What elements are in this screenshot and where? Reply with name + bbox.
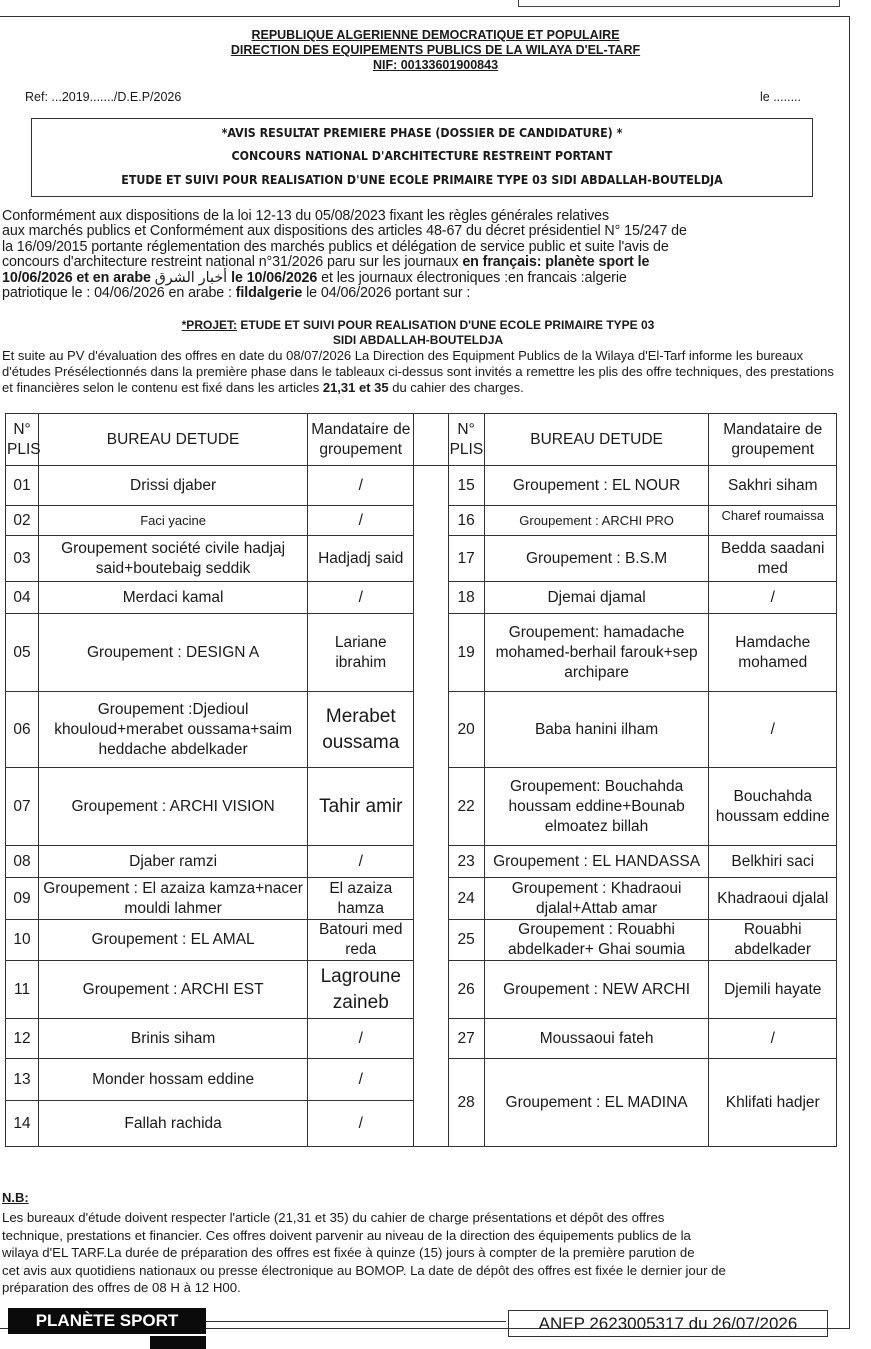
- plis-number: 14: [6, 1101, 39, 1147]
- mandataire-name: /: [308, 466, 414, 506]
- plis-number: 23: [448, 846, 484, 878]
- mandataire-name: /: [308, 846, 414, 878]
- mandataire-name: Bouchahda houssam eddine: [709, 768, 837, 846]
- mandataire-name: Belkhiri saci: [709, 846, 837, 878]
- bureau-name: Groupement : Rouabhi abdelkader+ Ghai soumia: [484, 920, 709, 961]
- mandataire-name: /: [709, 692, 837, 768]
- bureau-name: Groupement : El azaiza kamza+nacer mouldi lahmer: [39, 878, 308, 920]
- plis-number: 20: [448, 692, 484, 768]
- plis-number: 19: [448, 614, 484, 692]
- mandataire-name: Hadjadj said: [308, 536, 414, 582]
- plis-number: 08: [6, 846, 39, 878]
- bureau-name: Fallah rachida: [39, 1101, 308, 1147]
- header-bureau-left: BUREAU DETUDE: [39, 414, 308, 466]
- bureau-name: Groupement : Khadraoui djalal+Attab amar: [484, 878, 709, 920]
- spacer-cell: [414, 466, 448, 1147]
- header-mandataire-right: Mandataire de groupement: [709, 414, 837, 466]
- mandataire-name: Hamdache mohamed: [709, 614, 837, 692]
- bureau-name: Groupement : B.S.M: [484, 536, 709, 582]
- bureau-name: Moussaoui fateh: [484, 1019, 709, 1059]
- table-header-row: [6, 414, 837, 466]
- ref-date: le ........: [760, 90, 801, 104]
- ref-number: Ref: ...2019......./D.E.P/2026: [25, 90, 182, 104]
- mandataire-name: Charef roumaissa: [709, 506, 837, 536]
- bureau-name: Faci yacine: [39, 506, 308, 536]
- bureau-name: Groupement :Djedioul khouloud+merabet oussama+saim heddache abdelkader: [39, 692, 308, 768]
- avis-line-3: ETUDE ET SUIVI POUR REALISATION D'UNE ECOLE PRIMAIRE TYPE 03 SIDI ABDALLAH-BOUTELDJA: [121, 173, 723, 187]
- spacer-cell: [414, 414, 448, 466]
- plis-number: 25: [448, 920, 484, 961]
- mandataire-name: Lagroune zaineb: [308, 961, 414, 1019]
- mandataire-name: Djemili hayate: [709, 961, 837, 1019]
- header-republic: REPUBLIQUE ALGERIENNE DEMOCRATIQUE ET POPULAIRE: [251, 28, 620, 42]
- mandataire-name: Sakhri siham: [709, 466, 837, 506]
- mandataire-name: /: [308, 1059, 414, 1101]
- plis-number: 12: [6, 1019, 39, 1059]
- bureau-name: Groupement : EL NOUR: [484, 466, 709, 506]
- plis-number: 11: [6, 961, 39, 1019]
- mandataire-name: /: [709, 582, 837, 614]
- mandataire-name: /: [308, 582, 414, 614]
- publication-brand: PLANÈTE SPORT: [8, 1308, 206, 1334]
- header-direction: DIRECTION DES EQUIPEMENTS PUBLICS DE LA WILAYA D'EL-TARF: [230, 43, 641, 57]
- top-border-box: [518, 0, 840, 7]
- plis-number: 16: [448, 506, 484, 536]
- bureau-name: Groupement : ARCHI PRO: [484, 506, 709, 536]
- header-nif: NIF: 00133601900843: [372, 58, 499, 72]
- mandataire-name: Merabet oussama: [308, 692, 414, 768]
- mandataire-name: /: [308, 506, 414, 536]
- bureau-name: Groupement : EL HANDASSA: [484, 846, 709, 878]
- mandataire-name: Khadraoui djalal: [709, 878, 837, 920]
- bureau-name: Groupement : EL MADINA: [484, 1059, 709, 1147]
- avis-line-1: *AVIS RESULTAT PREMIERE PHASE (DOSSIER DE CANDIDATURE) *: [221, 126, 623, 140]
- footer-divider: [206, 1321, 506, 1322]
- plis-number: 03: [6, 536, 39, 582]
- plis-number: 22: [448, 768, 484, 846]
- table-row: [6, 466, 837, 506]
- mandataire-name: /: [709, 1019, 837, 1059]
- plis-number: 06: [6, 692, 39, 768]
- bureau-name: Drissi djaber: [39, 466, 308, 506]
- plis-number: 17: [448, 536, 484, 582]
- bureau-name: Groupement : DESIGN A: [39, 614, 308, 692]
- anep-reference: ANEP 2623005317 du 26/07/2026: [508, 1310, 828, 1337]
- plis-number: 15: [448, 466, 484, 506]
- intro-paragraph: Conformément aux dispositions de la loi 12-13 du 05/08/2023 fixant les règles générales relatives aux marchés publics et Conformément aux dispositions des articles 48-67 du décret présidentiel N° 15/247 de la 16/09/2015 portante réglementation des marchés publics et délégation de service public et suite l'avis de concours d'architecture restreint national n°31/2026 paru sur les journaux en français: planète sport le 10/06/2026 et en arabe أخبار الشرق le 10/06/2026 et les journaux électroniques :en francais :algerie patriotique le : 04/06/2026 en arabe : fildalgerie le 04/06/2026 portant sur :: [2, 208, 687, 302]
- plis-number: 28: [448, 1059, 484, 1147]
- bureau-name: Groupement: hamadache mohamed-berhail farouk+sep archipare: [484, 614, 709, 692]
- bureau-name: Brinis siham: [39, 1019, 308, 1059]
- bureau-name: Merdaci kamal: [39, 582, 308, 614]
- bureau-name: Monder hossam eddine: [39, 1059, 308, 1101]
- bureau-name: Groupement société civile hadjaj said+boutebaig seddik: [39, 536, 308, 582]
- nb-title: N.B:: [2, 1190, 29, 1205]
- mandataire-name: El azaiza hamza: [308, 878, 414, 920]
- bureau-name: Djemai djamal: [484, 582, 709, 614]
- header-bureau-right: BUREAU DETUDE: [484, 414, 709, 466]
- projet-line-2: SIDI ABDALLAH-BOUTELDJA: [332, 333, 504, 347]
- bureau-name: Groupement : ARCHI VISION: [39, 768, 308, 846]
- plis-number: 07: [6, 768, 39, 846]
- plis-number: 09: [6, 878, 39, 920]
- bureau-name: Djaber ramzi: [39, 846, 308, 878]
- header-num-right: N° PLIS: [448, 414, 484, 466]
- mandataire-name: Lariane ibrahim: [308, 614, 414, 692]
- results-table: [5, 413, 837, 1147]
- mandataire-name: Khlifati hadjer: [709, 1059, 837, 1147]
- plis-number: 26: [448, 961, 484, 1019]
- header-mandataire-left: Mandataire de groupement: [308, 414, 414, 466]
- plis-number: 10: [6, 920, 39, 961]
- bureau-name: Groupement : EL AMAL: [39, 920, 308, 961]
- bureau-name: Groupement: Bouchahda houssam eddine+Bounab elmoatez billah: [484, 768, 709, 846]
- projet-line-1: *PROJET: ETUDE ET SUIVI POUR REALISATION D'UNE ECOLE PRIMAIRE TYPE 03: [181, 318, 655, 332]
- plis-number: 04: [6, 582, 39, 614]
- avis-title-box: [31, 118, 813, 197]
- footer-black-bar: [150, 1336, 206, 1349]
- plis-number: 01: [6, 466, 39, 506]
- mandataire-name: /: [308, 1019, 414, 1059]
- mandataire-name: Batouri med reda: [308, 920, 414, 961]
- mandataire-name: Tahir amir: [308, 768, 414, 846]
- bureau-name: Baba hanini ilham: [484, 692, 709, 768]
- mandataire-name: /: [308, 1101, 414, 1147]
- plis-number: 13: [6, 1059, 39, 1101]
- suite-paragraph: Et suite au PV d'évaluation des offres en date du 08/07/2026 La Direction des Equipment Publics de la Wilaya d'El-Tarf informe les bureaux d'études Présélectionnés dans la première phase dans le tableaux ci-dessus sont invités a remettre les plis des offre techniques, des prestations et financières selon le contenu est fixé dans les articles 21,31 et 35 du cahier des charges.: [2, 348, 834, 396]
- bureau-name: Groupement : NEW ARCHI: [484, 961, 709, 1019]
- mandataire-name: Bedda saadani med: [709, 536, 837, 582]
- mandataire-name: Rouabhi abdelkader: [709, 920, 837, 961]
- plis-number: 27: [448, 1019, 484, 1059]
- plis-number: 02: [6, 506, 39, 536]
- plis-number: 24: [448, 878, 484, 920]
- plis-number: 05: [6, 614, 39, 692]
- header-num-left: N° PLIS: [6, 414, 39, 466]
- avis-line-2: CONCOURS NATIONAL D'ARCHITECTURE RESTREINT PORTANT: [231, 149, 613, 163]
- plis-number: 18: [448, 582, 484, 614]
- nb-paragraph: Les bureaux d'étude doivent respecter l'article (21,31 et 35) du cahier de charge présentations et dépôt des offres technique, prestations et financier. Ces offres doivent parvenir au niveau de la direction des équipements publics de la wilaya d'EL TARF.La durée de préparation des offres est fixée à quinze (15) jours à compter de la première parution de cet avis aux quotidiens nationaux ou presse électronique au BOMOP. La date de dépôt des offres est fixée le dernier jour de préparation des offres de 08 H à 12 H00.: [2, 1210, 726, 1296]
- bureau-name: Groupement : ARCHI EST: [39, 961, 308, 1019]
